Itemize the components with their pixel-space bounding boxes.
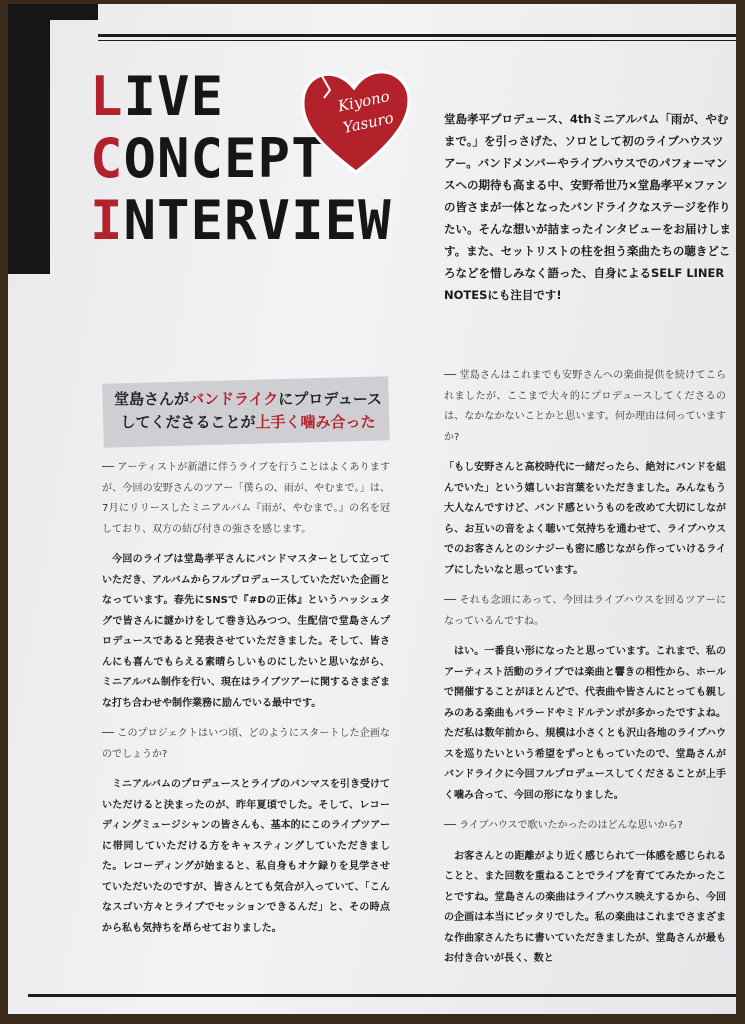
title-line-3 (90, 190, 392, 252)
answer: 今回のライブは堂島孝平さんにバンドマスターとして立っていただき、アルバムからフルプロデュースしていただいた企画となっています。春先にSNSで『#Dの正体』というハッシュタグで皆さんに謎かけをして巻き込みつつ、生配信で堂島さんプロデュースであると発表させていただきました。そして、皆さんにも喜んでもらえる素晴らしいものにしたいと思いながら、ミニアルバム制作を行い、現在はライブツアーに関するさまざまな打ち合わせや制作業務に励んでいる最中です。 (102, 554, 390, 709)
heart-label-line-1: Kiyono (336, 87, 392, 116)
lead-paragraph: 堂島孝平プロデュース、4thミニアルバム「雨が、やむまで。」を引っさげた、ソロとして初のライブハウスツアー。バンドメンバーやライブハウスでのパフォーマンスへの期待も高まる中、安野希世乃×堂島孝平×ファンの皆さまが一体となったバンドライクなステージを作りたい。そんな想いが詰まったインタビューをお届けします。また、セットリストの柱を担う楽曲たちの聴きどころなどを惜しみなく語った、自身によるSELF LINER NOTESにも注目です! (444, 112, 732, 302)
question: ── アーティストが新譜に伴うライブを行うことはよくありますが、今回の安野さんのツアー「僕らの、雨が、やむまで。」は、7月にリリースしたミニアルバム『雨が、やむまで。』の名を冠しており、双方の結び付きの強さを感じます。 (102, 462, 390, 535)
question: ── ライブハウスで歌いたかったのはどんな思いから? (444, 820, 683, 831)
question: ── このプロジェクトはいつ頃、どのようにスタートした企画なのでしょうか? (102, 728, 390, 760)
question: ── 堂島さんはこれまでも安野さんへの楽曲提供を続けてこられましたが、ここまで大々的にプロデュースしてくださるのは、なかなかないことかと思います。何か理由は伺っていますか? (444, 370, 726, 443)
section-headline (108, 388, 388, 434)
title-rest: ONCEPT (123, 127, 325, 190)
heart-label-line-2: Yasuro (341, 108, 396, 137)
corner-black-tab (8, 4, 98, 20)
headline-text: してくださることが (120, 413, 256, 431)
headline-text: 堂島さんが (113, 390, 189, 408)
headline-line-1 (108, 388, 388, 411)
top-rule (98, 34, 736, 37)
corner-black-bar (8, 4, 50, 274)
title-rest: NTERVIEW (123, 189, 392, 252)
title-initial: C (90, 127, 124, 190)
title-rest: IVE (123, 65, 225, 128)
title-initial: L (90, 65, 124, 128)
headline-text: プロデュース (293, 390, 383, 408)
headline-line-2 (108, 411, 388, 434)
title-initial: I (90, 189, 124, 252)
answer: ミニアルバムのプロデュースとライブのバンマスを引き受けていただけると決まったのが、昨年夏頃でした。そして、レコーディングミュージシャンの皆さんも、基本的にこのライブツアーに帯同していただける方をキャスティングしていただきました。レコーディングが始まると、私自身もオケ録りを見学させていただいたのですが、皆さんとても気合が入っていて、「こんなスゴい方々とライブでセッションできるんだ」と、その時点から私も気持ちを昂らせておりました。 (102, 779, 390, 934)
headline-highlight: バンドライク (188, 390, 279, 408)
question: ── それも念頭にあって、今回はライブハウスを回るツアーになっているんですね。 (444, 595, 726, 627)
answer: はい。一番良い形になったと思っています。これまで、私のアーティスト活動のライブでは楽曲と響きの相性から、ホールで開催することがほとんどで、代表曲や皆さんにとっても親しみのある楽曲もバラードやミドルテンポが多かったですよね。ただ私は数年前から、規模は小さくとも沢山各地のライブハウスを巡りたいという希望をずっともっていたので、堂島さんがバンドライクに今回フルプロデュースしてくださることが上手く噛み合って、今回の形になりました。 (444, 646, 726, 801)
answer: 「もし安野さんと高校時代に一緒だったら、絶対にバンドを組んでいた」という嬉しいお言葉をいただきました。みんなもう大人なんですけど、バンド感というものを改めて大切にしながら、お互いの音をよく聴いて気持ちを通わせて、ライブハウスでのお客さんとのシナジーも密に感じながら作っていけるライブにしたいなと思っています。 (444, 462, 726, 576)
right-column (444, 366, 726, 980)
headline-highlight: 上手く噛み合った (255, 413, 376, 431)
answer: お客さんとの距離がより近く感じられて一体感を感じられることと、また回数を重ねることでライブを育ててみたかったことですね。堂島さんの楽曲はライブハウス映えするから、今回の企画は本当にピッタリでした。私の楽曲はこれまでさまざまな作曲家さんたちに書いていただきましたが、堂島さんが最もお付き合いが長く、数と (444, 850, 726, 964)
magazine-page (8, 4, 736, 1014)
top-rule-thin (98, 40, 736, 41)
headline-text: に (278, 390, 294, 408)
bottom-rule (28, 994, 736, 997)
left-column (102, 458, 390, 949)
